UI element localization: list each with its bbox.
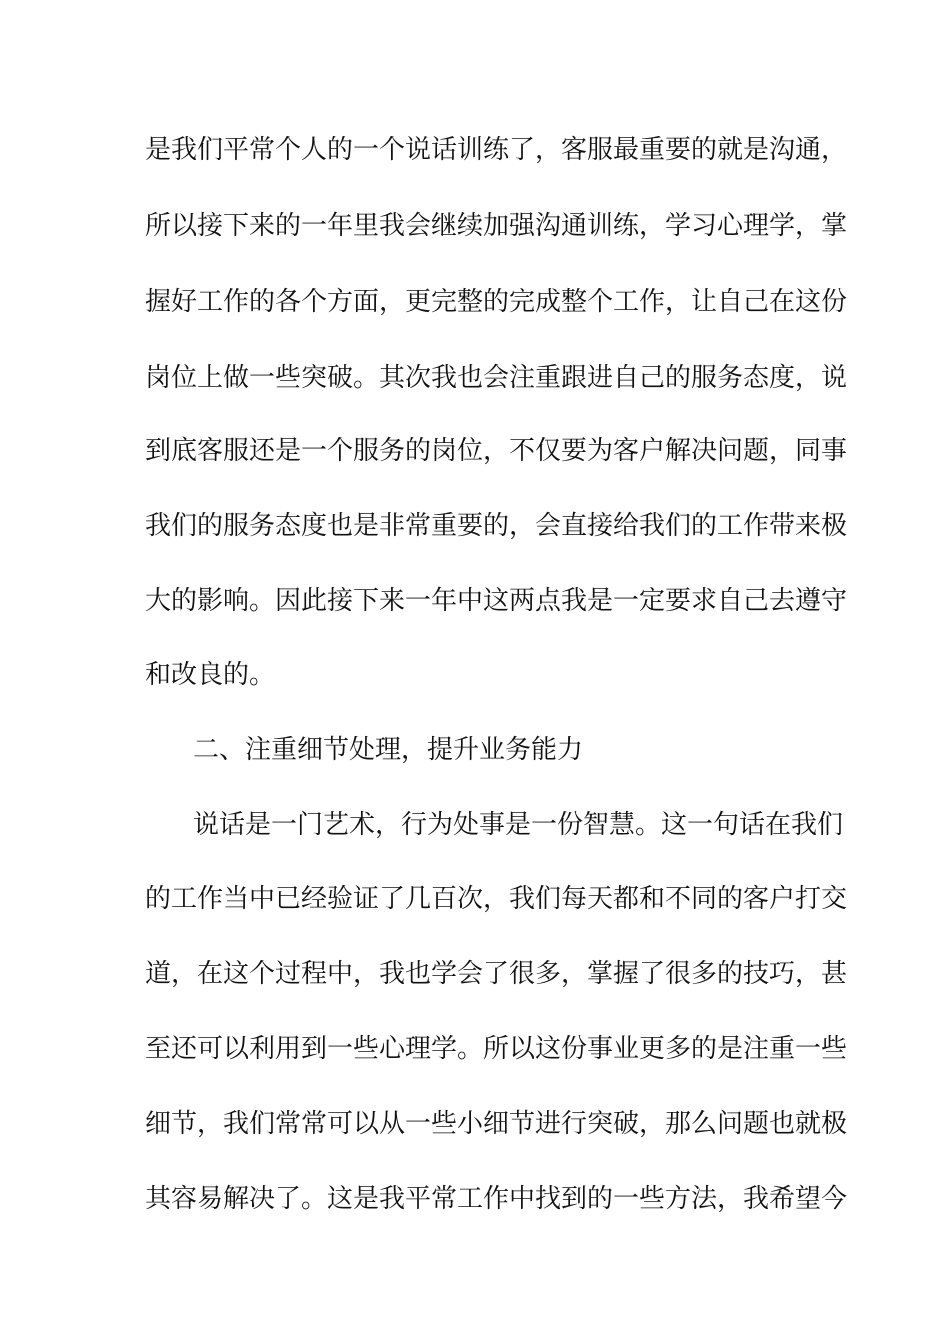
paragraph-line: 至还可以利用到一些心理学。所以这份事业更多的是注重一些 [145, 1034, 848, 1064]
paragraph-line: 握好工作的各个方面，更完整的完成整个工作，让自己在这份 [145, 287, 848, 317]
paragraph-line: 细节，我们常常可以从一些小细节进行突破，那么问题也就极 [145, 1109, 848, 1139]
paragraph-line: 其容易解决了。这是我平常工作中找到的一些方法，我希望今 [145, 1184, 848, 1214]
paragraph-line: 道，在这个过程中，我也学会了很多，掌握了很多的技巧，甚 [145, 959, 848, 989]
paragraph-line: 我们的服务态度也是非常重要的，会直接给我们的工作带来极 [145, 511, 848, 541]
paragraph-line: 到底客服还是一个服务的岗位，不仅要为客户解决问题，同事 [145, 436, 848, 466]
paragraph-line: 的工作当中已经验证了几百次，我们每天都和不同的客户打交 [145, 884, 848, 914]
paragraph-line: 说话是一门艺术，行为处事是一份智慧。这一句话在我们 [193, 810, 844, 840]
section-heading: 二、注重细节处理，提升业务能力 [193, 735, 584, 765]
paragraph-line: 所以接下来的一年里我会继续加强沟通训练，学习心理学，掌 [145, 211, 848, 241]
paragraph-line: 是我们平常个人的一个说话训练了，客服最重要的就是沟通， [145, 135, 848, 165]
paragraph-line: 和改良的。 [145, 660, 276, 690]
paragraph-line: 大的影响。因此接下来一年中这两点我是一定要求自己去遵守 [145, 586, 848, 616]
paragraph-line: 岗位上做一些突破。其次我也会注重跟进自己的服务态度，说 [145, 363, 848, 393]
